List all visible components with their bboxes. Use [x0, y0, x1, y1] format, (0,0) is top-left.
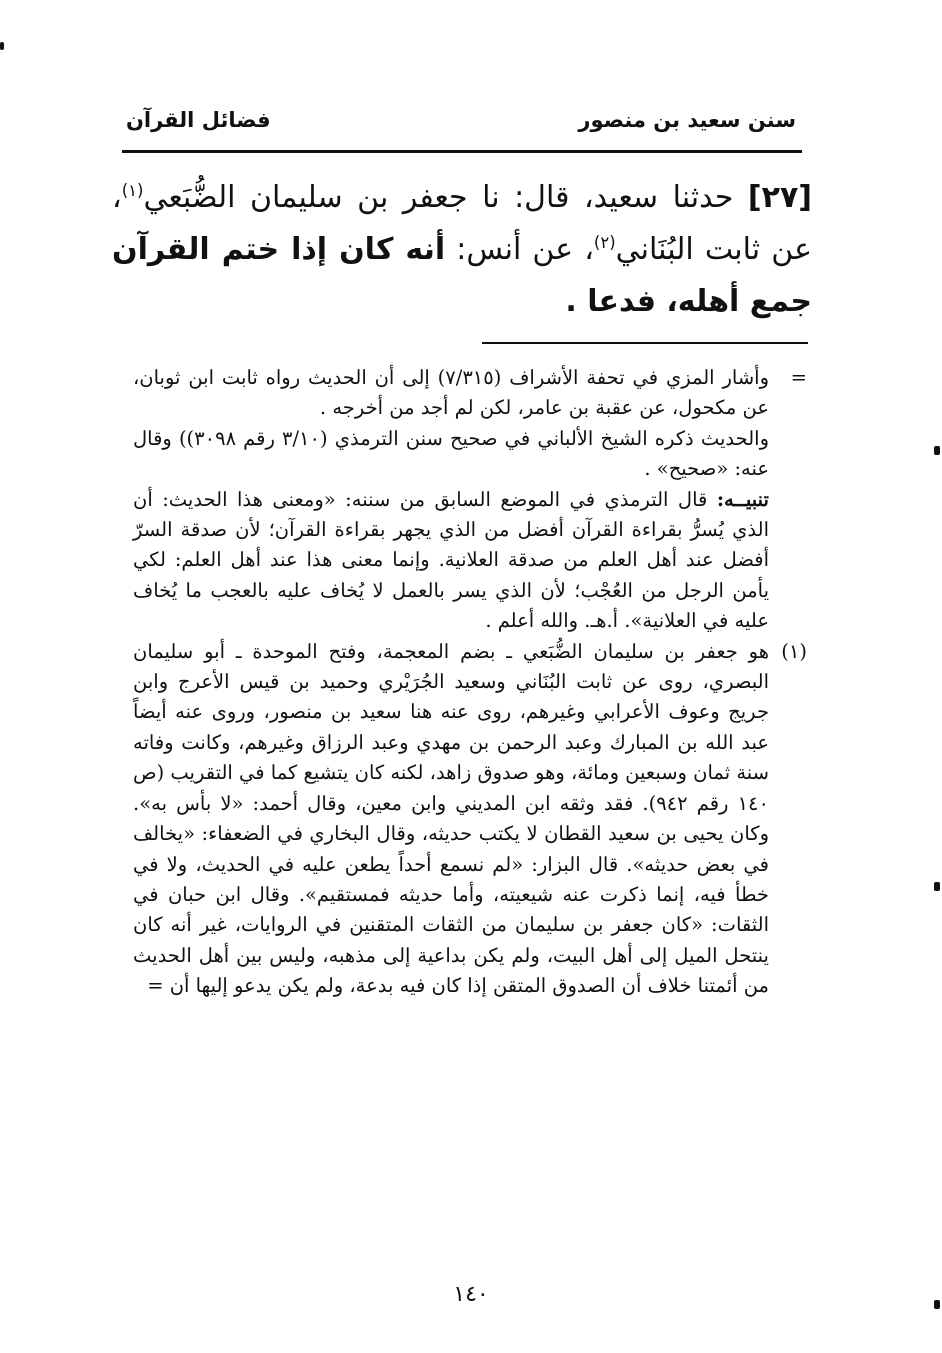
- continuation-paragraph-1: وأشار المزي في تحفة الأشراف (٧/٣١٥) إلى أن الحديث رواه ثابت ابن ثوبان، عن مكحول، عن عقبة بن عامر، لكن لم أجد من أخرجه .: [133, 366, 769, 420]
- hadith-isnad-part3: ، عن أنس:: [445, 232, 594, 267]
- tanbih-label: تنبيــه:: [716, 487, 769, 511]
- tanbih-text: قال الترمذي في الموضع السابق من سننه: «ومعنى هذا الحديث: أن الذي يُسرُّ بقراءة القرآن أفضل من الذي يجهر بقراءة القرآن؛ لأن صدقة السرّ أفضل عند أهل العلم من صدقة العلانية. وإنما معنى هذا عند أهل العلم: لكي يأمن الرجل من العُجْب؛ لأن الذي يسر بالعمل لا يُخاف عليه بالعجب ما يُخاف عليه في العلانية». أ.هـ. والله أعلم .: [133, 487, 769, 633]
- footnote-ref-2: (٢): [593, 233, 616, 252]
- hadith-text: [112, 172, 812, 328]
- footnote-1-marker: (١): [781, 639, 807, 663]
- header-divider: [122, 150, 802, 153]
- hadith-matn: أنه كان إذا ختم القرآن جمع أهله، فدعا .: [112, 232, 812, 319]
- continuation-marker: =: [790, 366, 807, 389]
- running-header-section-title: فضائل القرآن: [126, 108, 271, 132]
- footnotes-section: [133, 363, 807, 1002]
- scan-speck: [934, 1300, 940, 1309]
- scan-speck: [0, 42, 4, 50]
- hadith-isnad-part2: ، عن ثابت البُنَاني: [112, 180, 812, 267]
- hadith-isnad-part1: حدثنا سعيد، قال: نا جعفر بن سليمان الضُّبَعي: [143, 180, 734, 215]
- footnote-continuation: [133, 363, 807, 637]
- continuation-paragraph-2: والحديث ذكره الشيخ الألباني في صحيح سنن الترمذي (٣/١٠ رقم ٣٠٩٨)) وقال عنه: «صحيح» .: [133, 426, 769, 481]
- tanbih-paragraph: [133, 485, 769, 637]
- running-header-book-title: سنن سعيد بن منصور: [578, 108, 796, 132]
- scan-speck: [934, 446, 940, 455]
- footnote-1: [133, 637, 807, 1002]
- footnote-ref-1: (١): [121, 181, 144, 200]
- scan-speck: [934, 882, 940, 891]
- footnote-1-text: هو جعفر بن سليمان الضُّبَعي ـ بضم المعجمة، وفتح الموحدة ـ أبو سليمان البصري، روى عن ثابت البُنَاني وسعيد الجُرَيْري وحميد بن قيس الأعرج وابن جريج وعوف الأعرابي وغيرهم، روى عنه هنا سعيد بن منصور، وروى عنه أيضاً عبد الله بن المبارك وعبد الرحمن بن مهدي وعبد الرزاق وغيرهم، وكانت وفاته سنة ثمان وسبعين ومائة، وهو صدوق زاهد، لكنه كان يتشيع كما في التقريب (ص ١٤٠ رقم ٩٤٢). فقد وثقه ابن المديني وابن معين، وقال أحمد: «لا بأس به». وكان يحيى بن سعيد القطان لا يكتب حديثه، وقال البخاري في الضعفاء: «يخالف في بعض حديثه». قال البزار: «لم نسمع أحداً يطعن عليه في الحديث، ولا في خطأ فيه، إنما ذكرت عنه شيعيته، وأما حديثه فمستقيم». وقال ابن حبان في الثقات: «كان جعفر بن سليمان من الثقات المتقنين في الروايات، غير أنه كان ينتحل الميل إلى أهل البيت، ولم يكن بداعية إلى مذهبه، وليس بين أهل الحديث من أئمتنا خلاف أن الصدوق المتقن إذا كان فيه بدعة، ولم يكن يدعو إليها أن =: [133, 639, 769, 998]
- page-number: ١٤٠: [453, 1282, 489, 1307]
- hadith-number: [٢٧]: [747, 180, 812, 215]
- footnote-divider: [482, 342, 808, 344]
